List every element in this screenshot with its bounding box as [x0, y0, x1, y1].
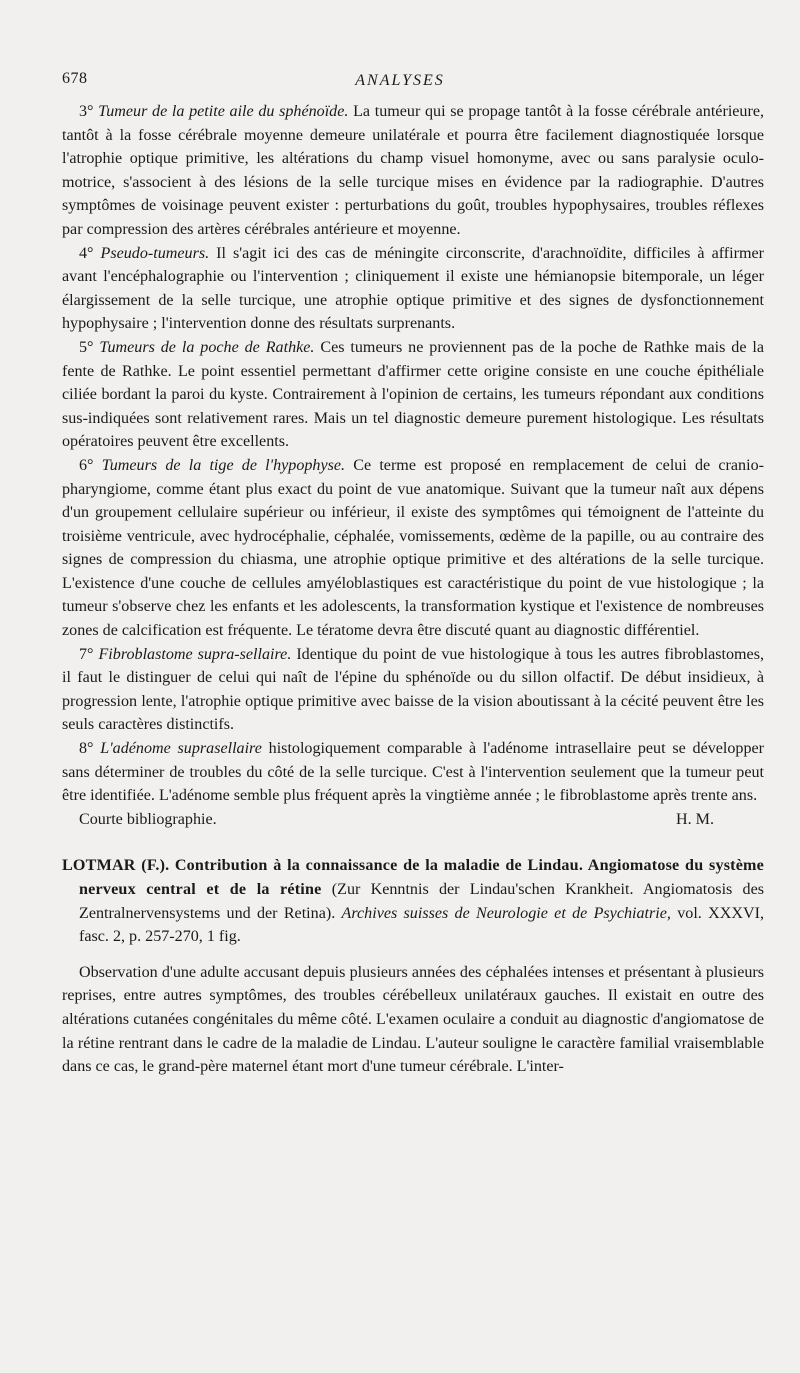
running-head: ANALYSES — [355, 72, 445, 89]
paragraph-6 — [62, 454, 764, 643]
item-text: Ce terme est proposé en remplacement de celui de cranio-pharyngiome, comme étant plus exact du point de vue anatomique. Suivant que la tumeur naît aux dépens d'un groupement cellulaire supérieur ou inférieur, il existe des symptômes qui témoignent de l'atteinte du troisième ventricule, avec hydrocéphalie, céphalée, vomissements, œdème de la papille, ou au contraire des signes de compression du chiasma, une atrophie optique primitive et des altérations de la selle turcique. L'existence d'une couche de cellules amyéloblastiques est caractéristique du point de vue histologique ; la tumeur s'observe chez les enfants et les adolescents, la transformation kystique et l'existence de nombreuses zones de calcification est fréquente. Le tératome devra être discuté quant au diagnostic différentiel. — [62, 456, 764, 640]
article-original-title: (Zur Kenntnis der Lindau'schen Krankheit. Angiomatosis des Zentralnervensystems und der Retina). — [79, 881, 765, 922]
item-number: 5° — [79, 338, 94, 356]
item-text: La tumeur qui se propage tantôt à la fosse cérébrale antérieure, tantôt à la fosse cérébrale moyenne demeure unilatérale et pourra être facilement diagnostiquée lorsque l'atrophie optique primitive, les altérations du champ visuel homonyme, avec ou sans paralysie oculo-motrice, s'associent à des lésions de la selle turcique mises en évidence par la radiographie. D'autres symptômes de voisinage peuvent exister : perturbations du goût, troubles hypophysaires, troubles réflexes par compression des artères cérébrales antérieure et moyenne. — [62, 103, 765, 238]
item-number: 3° — [79, 103, 94, 120]
article-journal: Archives suisses de Neurologie et de Psychiatrie, — [341, 904, 671, 922]
item-heading: Pseudo-tumeurs. — [100, 244, 210, 262]
item-number: 6° — [79, 456, 94, 474]
item-number: 7° — [79, 645, 94, 663]
item-heading: Tumeur de la petite aile du sphénoïde. — [98, 103, 349, 120]
item-text: Ces tumeurs ne proviennent pas de la poche de Rathke mais de la fente de Rathke. Le point essentiel permettant d'affirmer cette origine consiste en une couche épithéliale ciliée bordant la paroi du kyste. Contrairement à l'opinion de certains, les tumeurs répondant aux conditions sus-indiquées sont relativement rares. Mais un tel diagnostic demeure purement histologique. Les résultats opératoires peuvent être excellents. — [62, 338, 764, 451]
item-text: Il s'agit ici des cas de méningite circonscrite, d'arachnoïdite, difficiles à affirmer avant l'encéphalographie ou l'intervention ; cliniquement il existe une hémianopsie bitemporale, un léger élargissement de la selle turcique, une atrophie optique primitive et des signes de dysfonctionnement hypophysaire ; l'intervention donne des résultats surprenants. — [62, 244, 765, 333]
item-heading: L'adénome suprasellaire — [100, 740, 262, 758]
bibliography-note: Courte bibliographie. — [79, 810, 217, 828]
article-abstract — [62, 961, 764, 1079]
item-text: histologiquement comparable à l'adénome intrasellaire peut se développer sans déterminer de troubles du côté de la selle turcique. C'est à l'intervention seulement que la tumeur peut être identifiée. L'adénome semble plus fréquent après la vingtième année ; le fibroblastome après trente ans. — [62, 740, 765, 805]
article-author: LOTMAR (F.). — [62, 857, 170, 875]
item-number: 8° — [79, 740, 94, 758]
item-heading: Tumeurs de la poche de Rathke. — [99, 338, 315, 356]
bibliography-line — [62, 808, 764, 832]
reviewer-signature: H. M. — [675, 810, 714, 828]
paragraph-5 — [62, 336, 764, 454]
article-heading — [62, 854, 764, 948]
item-heading: Fibroblastome supra-sellaire. — [98, 645, 292, 663]
paragraph-3 — [62, 100, 764, 242]
article-citation: vol. XXXVI, fasc. 2, p. 257-270, 1 fig. — [79, 904, 764, 946]
paragraph-8 — [62, 737, 764, 808]
item-number: 4° — [79, 244, 94, 262]
abstract-paragraph: Observation d'une adulte accusant depuis plusieurs années des céphalées intenses et présentant à plusieurs reprises, entre autres symptômes, des troubles cérébelleux unilatéraux gauches. Il existait en outre des altérations cutanées congénitales du même côté. L'examen oculaire a conduit au diagnostic d'angiomatose de la rétine rentrant dans le cadre de la maladie de Lindau. L'auteur souligne le caractère familial vraisemblable dans ce cas, le grand-père maternel étant mort d'une tumeur cérébrale. L'inter- — [62, 963, 764, 1076]
paragraph-4 — [62, 242, 764, 336]
paragraph-7 — [62, 643, 764, 737]
item-heading: Tumeurs de la tige de l'hypophyse. — [101, 456, 346, 474]
item-text: Identique du point de vue histologique à tous les autres fibroblastomes, il faut le distinguer de celui qui naît de l'épine du sphénoïde ou du sillon olfactif. De début insidieux, à progression lente, l'atrophie optique primitive avec baisse de la vision aboutissant à la cécité peuvent être les seuls caractères distinctifs. — [62, 645, 764, 734]
review-body — [62, 100, 764, 831]
page-number: 678 — [62, 70, 88, 87]
article-title: Contribution à la connaissance de la maladie de Lindau. Angiomatose du système nerveux central et de la rétine — [79, 857, 765, 898]
